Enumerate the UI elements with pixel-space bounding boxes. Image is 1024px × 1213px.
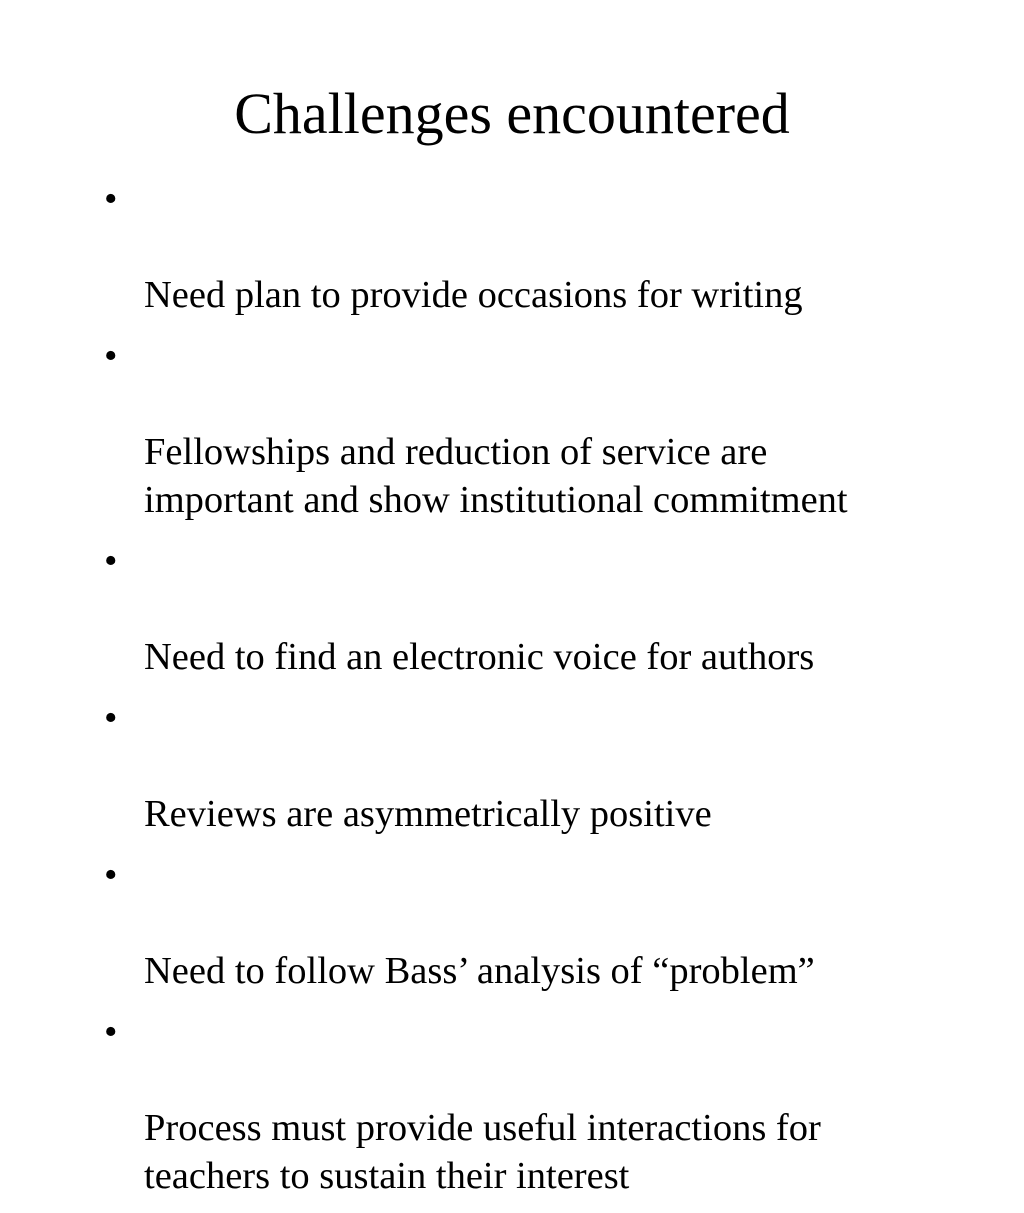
bullet-text: Need plan to provide occasions for writing (144, 274, 803, 316)
bullet-item (100, 694, 1000, 838)
bullet-item (100, 537, 1000, 681)
bullet-item (100, 1008, 1000, 1200)
bullet-text: Need to find an electronic voice for authors (144, 636, 815, 678)
bullet-icon: • (104, 1011, 118, 1053)
bullet-text: Reviews are asymmetrically positive (144, 793, 712, 835)
bullet-item (100, 851, 1000, 995)
bullet-icon: • (104, 697, 118, 739)
bullet-item (100, 332, 1000, 524)
bullet-icon: • (104, 335, 118, 377)
bullet-text: Need to follow Bass’ analysis of “problem” (144, 950, 815, 992)
bullet-icon: • (104, 854, 118, 896)
bullet-text: Fellowships and reduction of service are important and show institutional commitment (144, 431, 848, 521)
bullet-icon: • (104, 540, 118, 582)
bullet-item (100, 175, 1000, 319)
bullet-text: Process must provide useful interactions for teachers to sustain their interest (144, 1107, 821, 1197)
bullet-list (100, 175, 1000, 1213)
slide-title: Challenges encountered (234, 81, 790, 146)
bullet-icon: • (104, 178, 118, 220)
